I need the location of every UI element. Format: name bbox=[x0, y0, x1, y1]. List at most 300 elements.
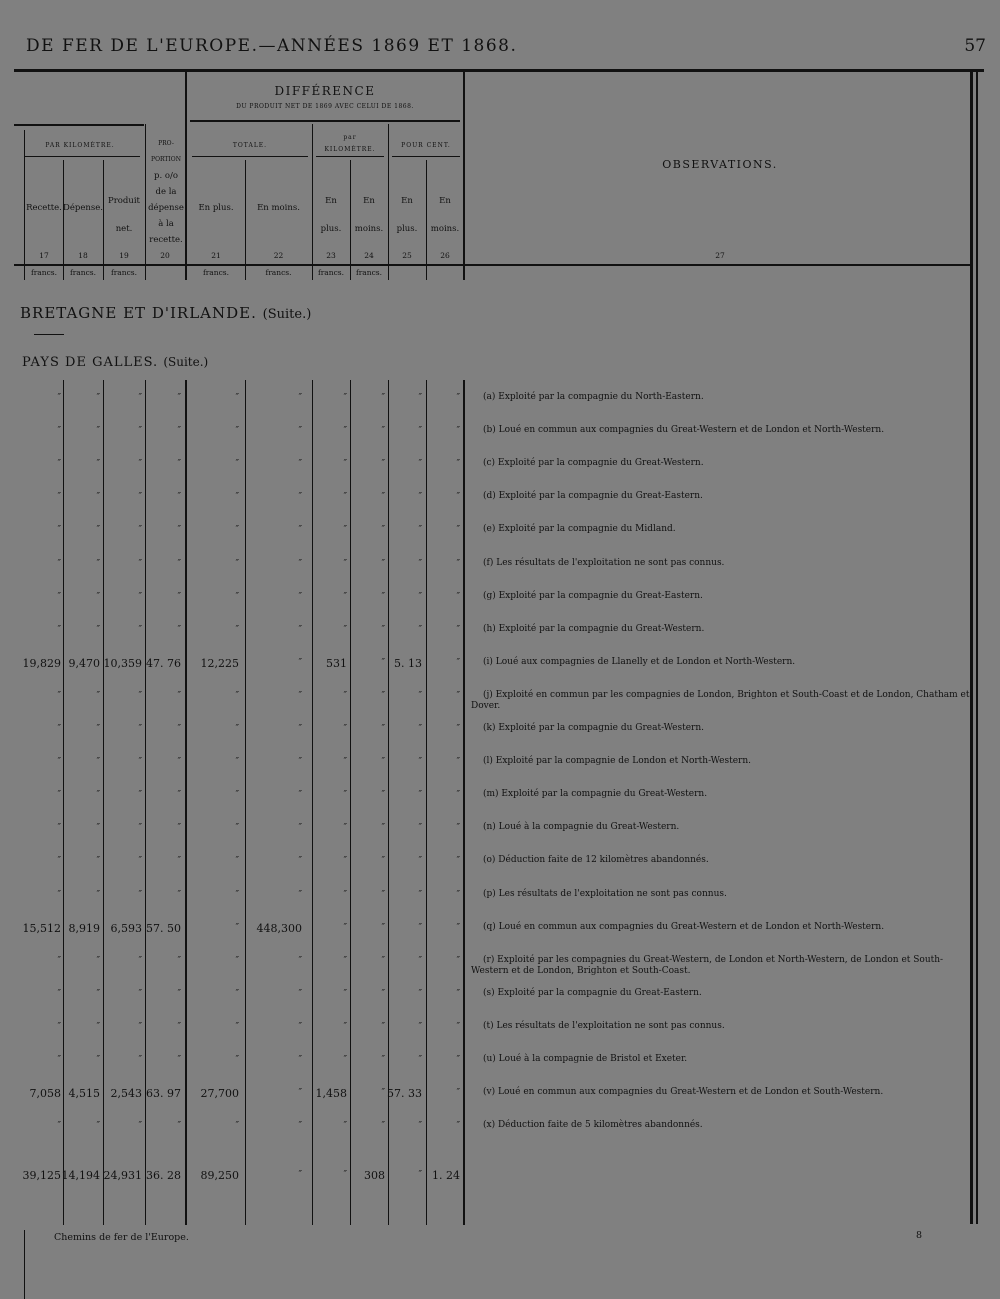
cell-depense: ″ bbox=[96, 889, 100, 900]
cell-diff-en-moins: ″ bbox=[298, 1170, 302, 1181]
proportion-line: à la bbox=[158, 219, 174, 229]
cell-pc-en-plus: ″ bbox=[418, 955, 422, 966]
cell-pc-en-plus: ″ bbox=[418, 988, 422, 999]
cell-km-en-plus: ″ bbox=[343, 1021, 347, 1032]
cell-pc-en-moins: ″ bbox=[456, 690, 460, 701]
cell-depense: ″ bbox=[96, 558, 100, 569]
colnum-23: 23 bbox=[326, 251, 336, 260]
cell-pc-en-plus: ″ bbox=[418, 889, 422, 900]
cell-produit-net: ″ bbox=[138, 1121, 142, 1132]
cell-depense: 9,470 bbox=[68, 656, 100, 670]
footer-text: Chemins de fer de l'Europe. bbox=[54, 1232, 189, 1243]
cell-recette: ″ bbox=[57, 988, 61, 999]
col-produit-line: net. bbox=[115, 224, 133, 234]
cell-diff-en-plus: ″ bbox=[235, 1121, 239, 1132]
cell-depense: ″ bbox=[96, 955, 100, 966]
cell-proportion: ″ bbox=[177, 988, 181, 999]
cell-produit-net: 24,931 bbox=[103, 1169, 142, 1183]
cell-pc-en-plus: ″ bbox=[418, 1121, 422, 1132]
cell-proportion: ″ bbox=[177, 690, 181, 701]
cell-diff-en-moins: ″ bbox=[298, 823, 302, 834]
cell-diff-en-plus: ″ bbox=[235, 690, 239, 701]
cell-pc-en-plus: ″ bbox=[418, 1170, 422, 1181]
cell-produit-net: ″ bbox=[138, 856, 142, 867]
cell-proportion: 63. 97 bbox=[146, 1087, 181, 1101]
cell-diff-en-moins: ″ bbox=[298, 1055, 302, 1065]
cell-pc-en-moins: ″ bbox=[456, 922, 460, 933]
cell-diff-en-plus: ″ bbox=[235, 823, 239, 834]
observation-note: (n) Loué à la compagnie du Great-Western. bbox=[483, 822, 680, 833]
cell-depense: ″ bbox=[96, 856, 100, 867]
cell-km-en-plus: ″ bbox=[343, 988, 347, 999]
cell-pc-en-plus: ″ bbox=[418, 690, 422, 701]
cell-recette: ″ bbox=[57, 459, 61, 470]
col-depense: Dépense. bbox=[63, 203, 103, 213]
cell-km-en-moins: ″ bbox=[381, 690, 385, 701]
cell-km-en-plus: ″ bbox=[343, 1121, 347, 1132]
cell-proportion: ″ bbox=[177, 856, 181, 867]
cell-produit-net: ″ bbox=[138, 393, 142, 403]
cell-produit-net: ″ bbox=[138, 1021, 142, 1032]
cell-recette: ″ bbox=[57, 492, 61, 503]
cell-diff-en-plus: 27,700 bbox=[200, 1087, 239, 1101]
body-sep-5 bbox=[245, 380, 246, 1225]
cell-produit-net: 10,359 bbox=[103, 656, 142, 670]
cell-diff-en-moins: ″ bbox=[298, 558, 302, 569]
cell-diff-en-moins: ″ bbox=[298, 1021, 302, 1032]
cell-depense: ″ bbox=[96, 1021, 100, 1032]
cell-diff-en-moins: ″ bbox=[298, 889, 302, 900]
cell-recette: ″ bbox=[57, 823, 61, 834]
body-sep-9 bbox=[426, 380, 427, 1225]
observation-note: (d) Exploité par la compagnie du Great-Eastern. bbox=[483, 491, 703, 502]
cell-produit-net: ″ bbox=[138, 624, 142, 635]
body-sep-7 bbox=[350, 380, 351, 1225]
cell-pc-en-moins: ″ bbox=[456, 1088, 460, 1099]
cell-pc-en-plus: ″ bbox=[418, 591, 422, 602]
par-kilometre-label: PAR KILOMÈTRE. bbox=[45, 142, 115, 149]
cell-depense: ″ bbox=[96, 823, 100, 834]
pour-cent-underline bbox=[392, 156, 460, 157]
cell-diff-en-plus: ″ bbox=[235, 558, 239, 569]
colnum-18: 18 bbox=[78, 251, 88, 260]
footer-signature: 8 bbox=[916, 1230, 923, 1241]
cell-proportion: ″ bbox=[177, 459, 181, 470]
cell-depense: 14,194 bbox=[61, 1169, 100, 1183]
subsection-title-suite: (Suite.) bbox=[163, 355, 209, 369]
difference-title: DIFFÉRENCE bbox=[274, 84, 376, 98]
cell-produit-net: ″ bbox=[138, 823, 142, 834]
cell-proportion: 36. 28 bbox=[146, 1169, 181, 1183]
cell-km-en-moins: ″ bbox=[381, 657, 385, 668]
cell-diff-en-moins: ″ bbox=[298, 724, 302, 734]
cell-produit-net: ″ bbox=[138, 1055, 142, 1065]
cell-produit-net: ″ bbox=[138, 955, 142, 966]
cell-recette: ″ bbox=[57, 1021, 61, 1032]
observation-note: (u) Loué à la compagnie de Bristol et Exeter. bbox=[483, 1054, 688, 1064]
unit-francs: francs. bbox=[317, 268, 345, 277]
cell-km-en-moins: ″ bbox=[381, 393, 385, 403]
cell-recette: 15,512 bbox=[22, 921, 61, 935]
cell-pc-en-plus: ″ bbox=[418, 757, 422, 768]
cell-pc-en-plus: ″ bbox=[418, 426, 422, 437]
cell-pc-en-plus: 5. 13 bbox=[394, 656, 422, 670]
unit-francs: francs. bbox=[110, 268, 138, 277]
cell-pc-en-plus: ″ bbox=[418, 1055, 422, 1065]
cell-proportion: ″ bbox=[177, 1055, 181, 1065]
cell-diff-en-plus: ″ bbox=[235, 393, 239, 403]
cell-recette: ″ bbox=[57, 757, 61, 768]
cell-depense: 8,919 bbox=[68, 921, 100, 935]
observation-note: (h) Exploité par la compagnie du Great-Western. bbox=[483, 623, 705, 634]
cell-produit-net: ″ bbox=[138, 558, 142, 569]
head-sep-5 bbox=[245, 160, 246, 280]
cell-pc-en-moins: ″ bbox=[456, 790, 460, 801]
head-sep-2 bbox=[63, 160, 64, 280]
cell-depense: ″ bbox=[96, 988, 100, 999]
cell-pc-en-moins: ″ bbox=[456, 1055, 460, 1065]
cell-km-en-plus: ″ bbox=[343, 393, 347, 403]
cell-km-en-moins: ″ bbox=[381, 558, 385, 569]
cell-km-en-moins: ″ bbox=[381, 922, 385, 933]
cell-depense: ″ bbox=[96, 393, 100, 403]
observation-note: (k) Exploité par la compagnie du Great-Western. bbox=[483, 723, 704, 733]
cell-diff-en-plus: ″ bbox=[235, 790, 239, 801]
cell-km-en-plus: 1,458 bbox=[315, 1087, 347, 1101]
cell-diff-en-plus: ″ bbox=[235, 955, 239, 966]
section-title-suite: (Suite.) bbox=[262, 307, 312, 322]
cell-pc-en-moins: ″ bbox=[456, 757, 460, 768]
header-bottom-rule bbox=[14, 264, 970, 266]
subsection-title bbox=[22, 355, 208, 370]
cell-km-en-plus: ″ bbox=[343, 1170, 347, 1181]
observation-note: (i) Loué aux compagnies de Llanelly et de London et North-Western. bbox=[483, 656, 796, 667]
cell-diff-en-moins: ″ bbox=[298, 393, 302, 403]
cell-km-en-moins: ″ bbox=[381, 889, 385, 900]
col-en: En bbox=[325, 196, 337, 206]
totale-underline bbox=[192, 156, 308, 157]
observation-note: (j) Exploité en commun par les compagnies de London, Brighton et South-Coast et de London, Chatham et Dover. bbox=[471, 689, 970, 711]
cell-proportion: ″ bbox=[177, 558, 181, 569]
cell-km-en-moins: ″ bbox=[381, 459, 385, 470]
cell-pc-en-moins: ″ bbox=[456, 988, 460, 999]
observation-note: (x) Déduction faite de 5 kilomètres abandonnés. bbox=[483, 1120, 703, 1131]
col-plus: plus. bbox=[396, 224, 418, 234]
observation-note: (q) Loué en commun aux compagnies du Great-Western et de London et North-Western. bbox=[483, 921, 885, 932]
observation-note: (m) Exploité par la compagnie du Great-Western. bbox=[483, 789, 708, 800]
cell-km-en-moins: ″ bbox=[381, 856, 385, 867]
cell-pc-en-plus: ″ bbox=[418, 558, 422, 569]
col-en-plus-pc bbox=[388, 187, 426, 243]
observation-note: (c) Exploité par la compagnie du Great-Western. bbox=[483, 458, 704, 469]
cell-pc-en-moins: ″ bbox=[456, 889, 460, 900]
body-sep-2 bbox=[103, 380, 104, 1225]
cell-pc-en-moins: ″ bbox=[456, 856, 460, 867]
observations-head: OBSERVATIONS. bbox=[662, 158, 778, 171]
unit-francs: francs. bbox=[30, 268, 58, 277]
cell-pc-en-moins: ″ bbox=[456, 558, 460, 569]
cell-km-en-moins: ″ bbox=[381, 757, 385, 768]
observation-note: (p) Les résultats de l'exploitation ne sont pas connus. bbox=[483, 888, 727, 899]
cell-proportion: ″ bbox=[177, 1121, 181, 1132]
proportion-line: dépense bbox=[148, 203, 184, 213]
cell-diff-en-plus: ″ bbox=[235, 856, 239, 867]
body-sep-6 bbox=[312, 380, 313, 1225]
col-en-moins-pc bbox=[426, 187, 464, 243]
cell-diff-en-moins: ″ bbox=[298, 1088, 302, 1099]
cell-km-en-moins: 308 bbox=[364, 1169, 385, 1183]
col-en: En bbox=[363, 196, 375, 206]
cell-diff-en-moins: ″ bbox=[298, 492, 302, 503]
colnum-19: 19 bbox=[119, 251, 129, 260]
proportion-line: PRO- bbox=[158, 140, 174, 147]
cell-diff-en-plus: ″ bbox=[235, 757, 239, 768]
cell-proportion: ″ bbox=[177, 823, 181, 834]
cell-recette: ″ bbox=[57, 591, 61, 602]
right-border-inner bbox=[976, 72, 978, 1224]
par-kilometre-underline bbox=[24, 156, 140, 157]
cell-proportion: ″ bbox=[177, 724, 181, 734]
cell-recette: ″ bbox=[57, 525, 61, 536]
cell-pc-en-plus: ″ bbox=[418, 393, 422, 403]
cell-recette: 19,829 bbox=[22, 656, 61, 670]
observation-note: (g) Exploité par la compagnie du Great-Eastern. bbox=[483, 590, 703, 601]
cell-depense: ″ bbox=[96, 690, 100, 701]
cell-km-en-moins: ″ bbox=[381, 955, 385, 966]
cell-diff-en-plus: ″ bbox=[235, 624, 239, 635]
cell-recette: 7,058 bbox=[29, 1087, 61, 1101]
cell-diff-en-moins: ″ bbox=[298, 657, 302, 668]
observation-note: (r) Exploité par les compagnies du Great-Western, de London et North-Western, de London et South-Western et de London, Brighton et South-Coast. bbox=[471, 954, 944, 976]
cell-proportion: 47. 76 bbox=[146, 656, 181, 670]
cell-recette: ″ bbox=[57, 856, 61, 867]
cell-pc-en-moins: ″ bbox=[456, 657, 460, 668]
proportion-line: PORTION bbox=[151, 156, 181, 163]
cell-km-en-plus: ″ bbox=[343, 889, 347, 900]
cell-depense: ″ bbox=[96, 624, 100, 635]
par-kilometre-rule bbox=[14, 124, 144, 126]
cell-pc-en-moins: 1. 24 bbox=[432, 1169, 460, 1183]
cell-diff-en-moins: ″ bbox=[298, 757, 302, 768]
cell-diff-en-moins: ″ bbox=[298, 955, 302, 966]
cell-recette: 39,125 bbox=[22, 1169, 61, 1183]
cell-pc-en-moins: ″ bbox=[456, 955, 460, 966]
unit-francs: francs. bbox=[355, 268, 383, 277]
cell-pc-en-moins: ″ bbox=[456, 426, 460, 437]
cell-depense: ″ bbox=[96, 790, 100, 801]
cell-diff-en-plus: ″ bbox=[235, 724, 239, 734]
cell-produit-net: ″ bbox=[138, 690, 142, 701]
colnum-22: 22 bbox=[273, 251, 284, 260]
cell-diff-en-plus: ″ bbox=[235, 922, 239, 933]
col-produit bbox=[103, 187, 145, 243]
cell-diff-en-moins: ″ bbox=[298, 525, 302, 536]
cell-produit-net: ″ bbox=[138, 426, 142, 437]
cell-depense: ″ bbox=[96, 459, 100, 470]
cell-proportion: ″ bbox=[177, 1021, 181, 1032]
cell-pc-en-plus: ″ bbox=[418, 459, 422, 470]
cell-pc-en-moins: ″ bbox=[456, 492, 460, 503]
cell-proportion: ″ bbox=[177, 393, 181, 403]
cell-km-en-plus: ″ bbox=[343, 724, 347, 734]
col-produit-line: Produit bbox=[108, 196, 140, 206]
subsection-title-text: PAYS DE GALLES. bbox=[22, 355, 159, 370]
observation-note: (t) Les résultats de l'exploitation ne sont pas connus. bbox=[483, 1020, 725, 1031]
unit-francs: francs. bbox=[69, 268, 97, 277]
cell-diff-en-plus: ″ bbox=[235, 591, 239, 602]
observation-note: (b) Loué en commun aux compagnies du Great-Western et de London et North-Western. bbox=[483, 425, 885, 436]
cell-proportion: ″ bbox=[177, 426, 181, 437]
cell-pc-en-moins: ″ bbox=[456, 624, 460, 635]
cell-km-en-moins: ″ bbox=[381, 624, 385, 635]
colnum-21: 21 bbox=[211, 251, 221, 260]
proportion-line: p. o/o bbox=[154, 171, 178, 181]
cell-km-en-moins: ″ bbox=[381, 724, 385, 734]
cell-km-en-plus: ″ bbox=[343, 591, 347, 602]
cell-km-en-plus: ″ bbox=[343, 955, 347, 966]
col-en: En bbox=[439, 196, 451, 206]
cell-diff-en-moins: 448,300 bbox=[256, 921, 302, 935]
cell-produit-net: ″ bbox=[138, 525, 142, 536]
cell-pc-en-plus: ″ bbox=[418, 1021, 422, 1032]
cell-diff-en-plus: ″ bbox=[235, 492, 239, 503]
cell-pc-en-plus: 57. 33 bbox=[387, 1087, 422, 1101]
par-km-label bbox=[312, 132, 388, 156]
cell-depense: ″ bbox=[96, 1055, 100, 1065]
cell-diff-en-moins: ″ bbox=[298, 988, 302, 999]
section-rule bbox=[34, 334, 64, 335]
cell-diff-en-moins: ″ bbox=[298, 856, 302, 867]
cell-km-en-plus: ″ bbox=[343, 757, 347, 768]
cell-km-en-plus: ″ bbox=[343, 922, 347, 933]
observation-note: (a) Exploité par la compagnie du North-Eastern. bbox=[483, 392, 704, 402]
cell-pc-en-moins: ″ bbox=[456, 393, 460, 403]
cell-km-en-moins: ″ bbox=[381, 591, 385, 602]
cell-pc-en-plus: ″ bbox=[418, 724, 422, 734]
cell-pc-en-plus: ″ bbox=[418, 922, 422, 933]
cell-proportion: ″ bbox=[177, 790, 181, 801]
col-en-moins-total: En moins. bbox=[257, 203, 300, 213]
par-km-underline bbox=[316, 156, 384, 157]
cell-pc-en-plus: ″ bbox=[418, 624, 422, 635]
cell-pc-en-plus: ″ bbox=[418, 790, 422, 801]
body-sep-obs bbox=[463, 380, 465, 1225]
cell-produit-net: ″ bbox=[138, 988, 142, 999]
cell-km-en-plus: ″ bbox=[343, 459, 347, 470]
cell-depense: ″ bbox=[96, 591, 100, 602]
proportion-line: de la bbox=[155, 187, 177, 197]
cell-pc-en-plus: ″ bbox=[418, 823, 422, 834]
body-sep-4 bbox=[185, 380, 187, 1225]
totale-label: TOTALE. bbox=[232, 142, 268, 149]
cell-diff-en-plus: ″ bbox=[235, 459, 239, 470]
cell-proportion: ″ bbox=[177, 889, 181, 900]
observation-note: (f) Les résultats de l'exploitation ne sont pas connus. bbox=[483, 557, 725, 568]
cell-diff-en-moins: ″ bbox=[298, 690, 302, 701]
cell-produit-net: 2,543 bbox=[110, 1087, 142, 1101]
cell-pc-en-moins: ″ bbox=[456, 724, 460, 734]
cell-recette: ″ bbox=[57, 624, 61, 635]
cell-km-en-moins: ″ bbox=[381, 823, 385, 834]
section-title bbox=[20, 304, 311, 322]
cell-diff-en-plus: ″ bbox=[235, 1055, 239, 1065]
cell-proportion: ″ bbox=[177, 492, 181, 503]
colnum-17: 17 bbox=[39, 251, 49, 260]
cell-produit-net: ″ bbox=[138, 790, 142, 801]
cell-km-en-plus: ″ bbox=[343, 1055, 347, 1065]
par-km-line: par bbox=[343, 134, 357, 141]
cell-depense: 4,515 bbox=[68, 1087, 100, 1101]
cell-proportion: ″ bbox=[177, 955, 181, 966]
cell-km-en-plus: ″ bbox=[343, 624, 347, 635]
cell-diff-en-plus: 89,250 bbox=[200, 1169, 239, 1183]
colnum-27: 27 bbox=[715, 251, 725, 260]
cell-depense: ″ bbox=[96, 426, 100, 437]
cell-pc-en-moins: ″ bbox=[456, 1121, 460, 1132]
cell-km-en-moins: ″ bbox=[381, 1121, 385, 1132]
cell-km-en-moins: ″ bbox=[381, 1021, 385, 1032]
cell-recette: ″ bbox=[57, 393, 61, 403]
cell-produit-net: ″ bbox=[138, 492, 142, 503]
col-plus: plus. bbox=[320, 224, 342, 234]
col-en-plus-km bbox=[312, 187, 350, 243]
cell-km-en-plus: ″ bbox=[343, 823, 347, 834]
observation-note: (s) Exploité par la compagnie du Great-Eastern. bbox=[483, 987, 702, 998]
cell-km-en-moins: ″ bbox=[381, 525, 385, 536]
cell-produit-net: ″ bbox=[138, 724, 142, 734]
right-border-outer bbox=[970, 72, 973, 1224]
cell-diff-en-plus: ″ bbox=[235, 889, 239, 900]
cell-depense: ″ bbox=[96, 724, 100, 734]
cell-recette: ″ bbox=[57, 690, 61, 701]
cell-produit-net: ″ bbox=[138, 757, 142, 768]
page-running-title: DE FER DE L'EUROPE.—ANNÉES 1869 ET 1868. bbox=[26, 36, 518, 56]
cell-diff-en-plus: ″ bbox=[235, 525, 239, 536]
cell-diff-en-moins: ″ bbox=[298, 790, 302, 801]
observation-note: (o) Déduction faite de 12 kilomètres abandonnés. bbox=[483, 855, 709, 866]
cell-produit-net: ″ bbox=[138, 459, 142, 470]
left-margin-line bbox=[24, 1230, 25, 1299]
section-title-text: BRETAGNE ET D'IRLANDE. bbox=[20, 304, 257, 322]
col-moins: moins. bbox=[430, 224, 460, 234]
colnum-25: 25 bbox=[402, 251, 412, 260]
cell-diff-en-plus: ″ bbox=[235, 1021, 239, 1032]
cell-pc-en-plus: ″ bbox=[418, 492, 422, 503]
cell-pc-en-moins: ″ bbox=[456, 459, 460, 470]
cell-km-en-plus: 531 bbox=[326, 656, 347, 670]
cell-diff-en-plus: 12,225 bbox=[200, 656, 239, 670]
cell-km-en-moins: ″ bbox=[381, 790, 385, 801]
col-en-moins-km bbox=[350, 187, 388, 243]
pour-cent-label: POUR CENT. bbox=[401, 142, 451, 149]
cell-km-en-plus: ″ bbox=[343, 492, 347, 503]
cell-km-en-moins: ″ bbox=[381, 988, 385, 999]
cell-km-en-moins: ″ bbox=[381, 426, 385, 437]
cell-recette: ″ bbox=[57, 558, 61, 569]
colnum-20: 20 bbox=[160, 251, 170, 260]
cell-km-en-plus: ″ bbox=[343, 690, 347, 701]
body-sep-1 bbox=[63, 380, 64, 1225]
cell-km-en-plus: ″ bbox=[343, 790, 347, 801]
cell-recette: ″ bbox=[57, 1055, 61, 1065]
cell-produit-net: 6,593 bbox=[110, 921, 142, 935]
cell-produit-net: ″ bbox=[138, 889, 142, 900]
cell-diff-en-moins: ″ bbox=[298, 591, 302, 602]
col-recette: Recette. bbox=[26, 203, 62, 213]
cell-diff-en-moins: ″ bbox=[298, 1121, 302, 1132]
cell-diff-en-moins: ″ bbox=[298, 426, 302, 437]
colnum-26: 26 bbox=[440, 251, 450, 260]
